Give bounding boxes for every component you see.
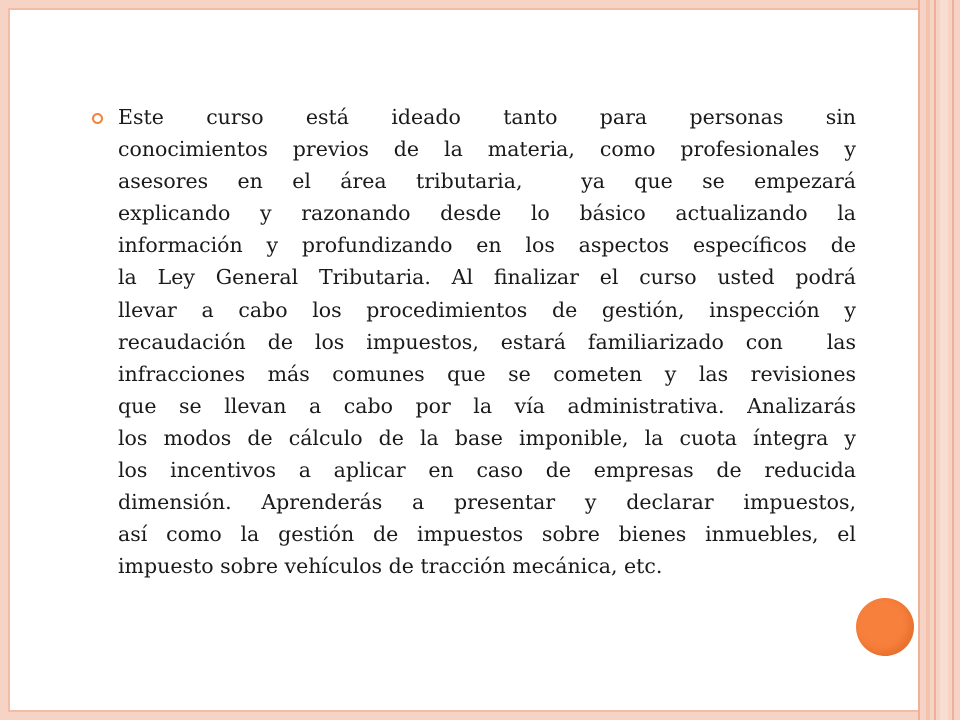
body-paragraph bbox=[118, 101, 856, 582]
paragraph-line: la Ley General Tributaria. Al finalizar el curso usted podrá bbox=[118, 265, 856, 290]
frame-inner-top-line bbox=[8, 8, 920, 10]
paragraph-line: llevar a cabo los procedimientos de gestión, inspección y bbox=[118, 297, 856, 322]
right-stripe bbox=[952, 0, 954, 720]
paragraph-line: información y profundizando en los aspectos específicos de bbox=[118, 233, 856, 258]
paragraph-line: asesores en el área tributaria, ya que se empezará bbox=[118, 169, 856, 194]
paragraph-line: conocimientos previos de la materia, como profesionales y bbox=[118, 137, 856, 162]
circle-bullet-icon bbox=[92, 113, 103, 124]
paragraph-line: los modos de cálculo de la base imponible, la cuota íntegra y bbox=[118, 425, 856, 450]
right-stripe bbox=[934, 0, 936, 720]
frame-bottom-border bbox=[0, 712, 920, 720]
right-stripe bbox=[926, 0, 930, 720]
paragraph-line: así como la gestión de impuestos sobre bienes inmuebles, el bbox=[118, 522, 856, 547]
paragraph-line: explicando y razonando desde lo básico actualizando la bbox=[118, 201, 856, 226]
paragraph-line: dimensión. Aprenderás a presentar y declarar impuestos, bbox=[118, 490, 856, 515]
paragraph-line: infracciones más comunes que se cometen y las revisiones bbox=[118, 361, 856, 386]
right-stripe bbox=[940, 0, 948, 720]
paragraph-line: Este curso está ideado tanto para personas sin bbox=[118, 105, 856, 129]
frame-inner-bottom-line bbox=[8, 710, 920, 712]
right-stripe bbox=[918, 0, 920, 720]
frame-inner-left-line bbox=[8, 8, 10, 712]
paragraph-line: recaudación de los impuestos, estará familiarizado con las bbox=[118, 329, 856, 354]
paragraph-line: impuesto sobre vehículos de tracción mecánica, etc. bbox=[118, 554, 663, 579]
orange-circle-decoration bbox=[856, 598, 914, 656]
paragraph-line: los incentivos a aplicar en caso de empresas de reducida bbox=[118, 458, 856, 483]
frame-left-border bbox=[0, 0, 8, 720]
frame-top-border bbox=[0, 0, 920, 8]
paragraph-line: que se llevan a cabo por la vía administrativa. Analizarás bbox=[118, 393, 856, 418]
